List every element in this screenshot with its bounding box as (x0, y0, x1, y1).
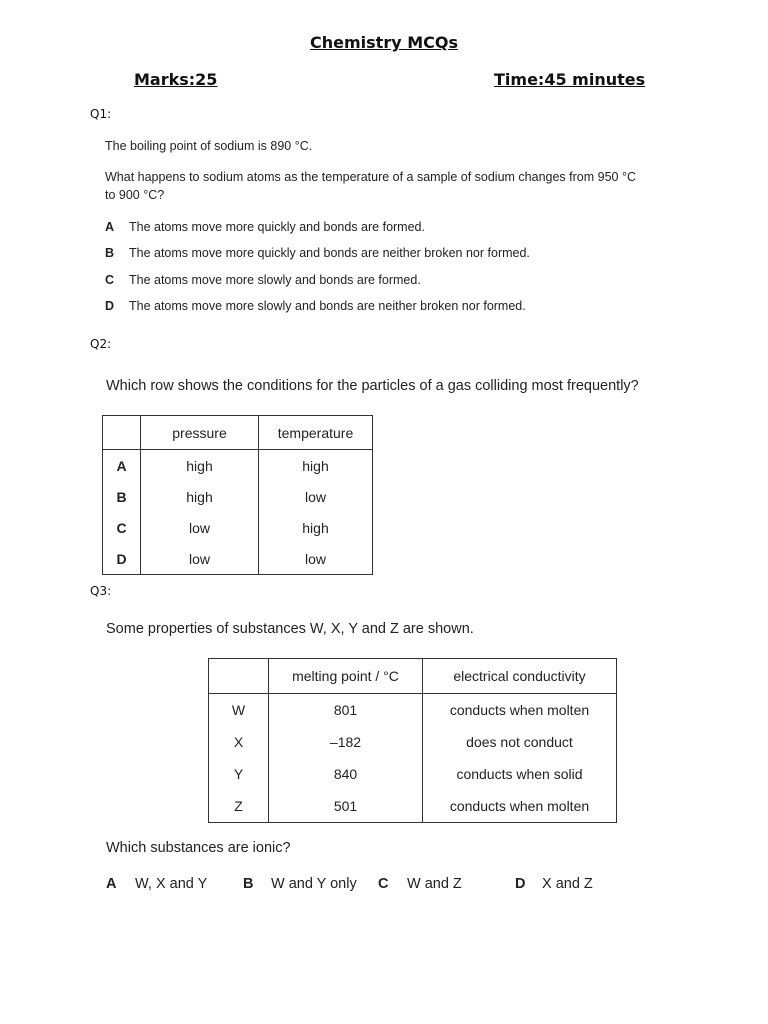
marks-label: Marks:25 (134, 70, 218, 89)
q2-label: Q2: (90, 337, 112, 351)
table-cell: conducts when molten (423, 694, 617, 727)
table-cell: does not conduct (423, 726, 617, 758)
table-row (209, 758, 617, 790)
substance-cell: W (209, 694, 269, 727)
row-letter: C (103, 512, 141, 543)
option-letter: D (105, 299, 115, 313)
table-row (209, 726, 617, 758)
q3-option-a-letter[interactable]: A (106, 876, 117, 892)
q3-option-b-text[interactable]: W and Y only (271, 876, 357, 892)
table-cell: low (141, 512, 259, 543)
substance-cell: X (209, 726, 269, 758)
table-cell: low (259, 543, 373, 575)
table-cell: 501 (269, 790, 423, 823)
q3-option-c-letter[interactable]: C (378, 876, 389, 892)
option-letter: A (105, 220, 115, 234)
q3-option-c-text[interactable]: W and Z (407, 876, 462, 892)
table-header-row (209, 659, 617, 694)
q3-question: Which substances are ionic? (106, 840, 291, 856)
q3-option-d-letter[interactable]: D (515, 876, 526, 892)
table-cell: 801 (269, 694, 423, 727)
table-row (103, 481, 373, 512)
table-cell: low (259, 481, 373, 512)
table-header-cell (209, 659, 269, 694)
option-letter: C (105, 273, 115, 287)
q1-question-line2: to 900 °C? (105, 188, 165, 202)
option-text: The atoms move more slowly and bonds are neither broken nor formed. (129, 299, 526, 313)
q1-statement: The boiling point of sodium is 890 °C. (105, 139, 313, 153)
q3-option-a-text[interactable]: W, X and Y (135, 876, 208, 892)
q1-option-b[interactable] (105, 246, 530, 260)
table-header-cell: melting point / °C (269, 659, 423, 694)
table-header-cell (103, 416, 141, 450)
table-header-cell: electrical conductivity (423, 659, 617, 694)
table-header-row (103, 416, 373, 450)
page-title: Chemistry MCQs (310, 33, 458, 52)
row-letter: D (103, 543, 141, 575)
table-cell: conducts when solid (423, 758, 617, 790)
table-row (103, 450, 373, 482)
q3-option-b-letter[interactable]: B (243, 876, 254, 892)
table-row (209, 790, 617, 823)
q1-question-line1: What happens to sodium atoms as the temperature of a sample of sodium changes from 950 °C (105, 170, 636, 184)
table-cell: high (259, 512, 373, 543)
q2-table (102, 415, 373, 575)
table-cell: 840 (269, 758, 423, 790)
q1-label: Q1: (90, 107, 112, 121)
option-text: The atoms move more quickly and bonds are formed. (129, 220, 425, 234)
table-cell: conducts when molten (423, 790, 617, 823)
table-header-cell: pressure (141, 416, 259, 450)
q3-label: Q3: (90, 584, 112, 598)
substance-cell: Z (209, 790, 269, 823)
q2-question: Which row shows the conditions for the particles of a gas colliding most frequently? (106, 378, 639, 394)
option-letter: B (105, 246, 115, 260)
table-cell: high (141, 450, 259, 482)
q3-intro: Some properties of substances W, X, Y and Z are shown. (106, 621, 474, 637)
q3-option-d-text[interactable]: X and Z (542, 876, 593, 892)
q1-option-a[interactable] (105, 220, 425, 234)
row-letter: B (103, 481, 141, 512)
table-row (103, 543, 373, 575)
option-text: The atoms move more quickly and bonds are neither broken nor formed. (129, 246, 530, 260)
option-text: The atoms move more slowly and bonds are formed. (129, 273, 421, 287)
table-cell: low (141, 543, 259, 575)
row-letter: A (103, 450, 141, 482)
q1-option-c[interactable] (105, 273, 421, 287)
time-label: Time:45 minutes (494, 70, 646, 89)
q3-table (208, 658, 617, 823)
table-row (103, 512, 373, 543)
table-cell: high (259, 450, 373, 482)
substance-cell: Y (209, 758, 269, 790)
table-row (209, 694, 617, 727)
table-cell: –182 (269, 726, 423, 758)
table-cell: high (141, 481, 259, 512)
table-header-cell: temperature (259, 416, 373, 450)
q1-option-d[interactable] (105, 299, 526, 313)
